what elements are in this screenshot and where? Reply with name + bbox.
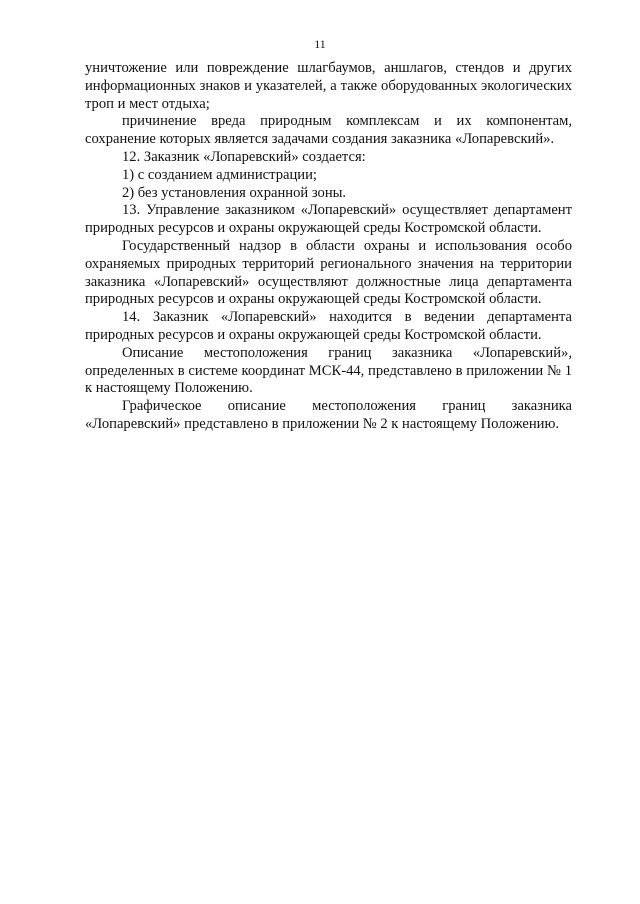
paragraph-12-item-2: 2) без установления охранной зоны.	[122, 184, 347, 201]
paragraph-state-supervision: Государственный надзор в области охраны и использования особо охраняемых природных территорий регионального значения на территории заказника «Лопаревский» осуществляют должностные лица департамента природных ресурсов и охраны окружающей среды Костромской области.	[85, 237, 572, 308]
paragraph-harm-to-nature: причинение вреда природным комплексам и их компонентам, сохранение которых является задачами создания заказника «Лопаревский».	[85, 113, 572, 148]
paragraph-destruction-of-signs: уничтожение или повреждение шлагбаумов, аншлагов, стендов и других информационных знаков и указателей, а также оборудованных экологических троп и мест отдыха;	[85, 60, 572, 112]
paragraph-graphic-description: Графическое описание местоположения границ заказника «Лопаревский» представлено в приложении № 2 к настоящему Положению.	[85, 398, 572, 432]
paragraph-boundary-description: Описание местоположения границ заказника «Лопаревский», определенных в системе координат МСК-44, представлено в приложении № 1 к настоящему Положению.	[85, 344, 572, 397]
paragraph-13-management: 13. Управление заказником «Лопаревский» осуществляет департамент природных ресурсов и охраны окружающей среды Костромской области.	[85, 202, 572, 237]
paragraph-12-creation: 12. Заказник «Лопаревский» создается:	[122, 148, 366, 165]
paragraph-12-item-1: 1) с созданием администрации;	[122, 166, 317, 183]
page-number: 11	[314, 37, 326, 51]
paragraph-14-jurisdiction: 14. Заказник «Лопаревский» находится в ведении департамента природных ресурсов и охраны окружающей среды Костромской области.	[85, 309, 572, 343]
document-body	[85, 60, 572, 434]
